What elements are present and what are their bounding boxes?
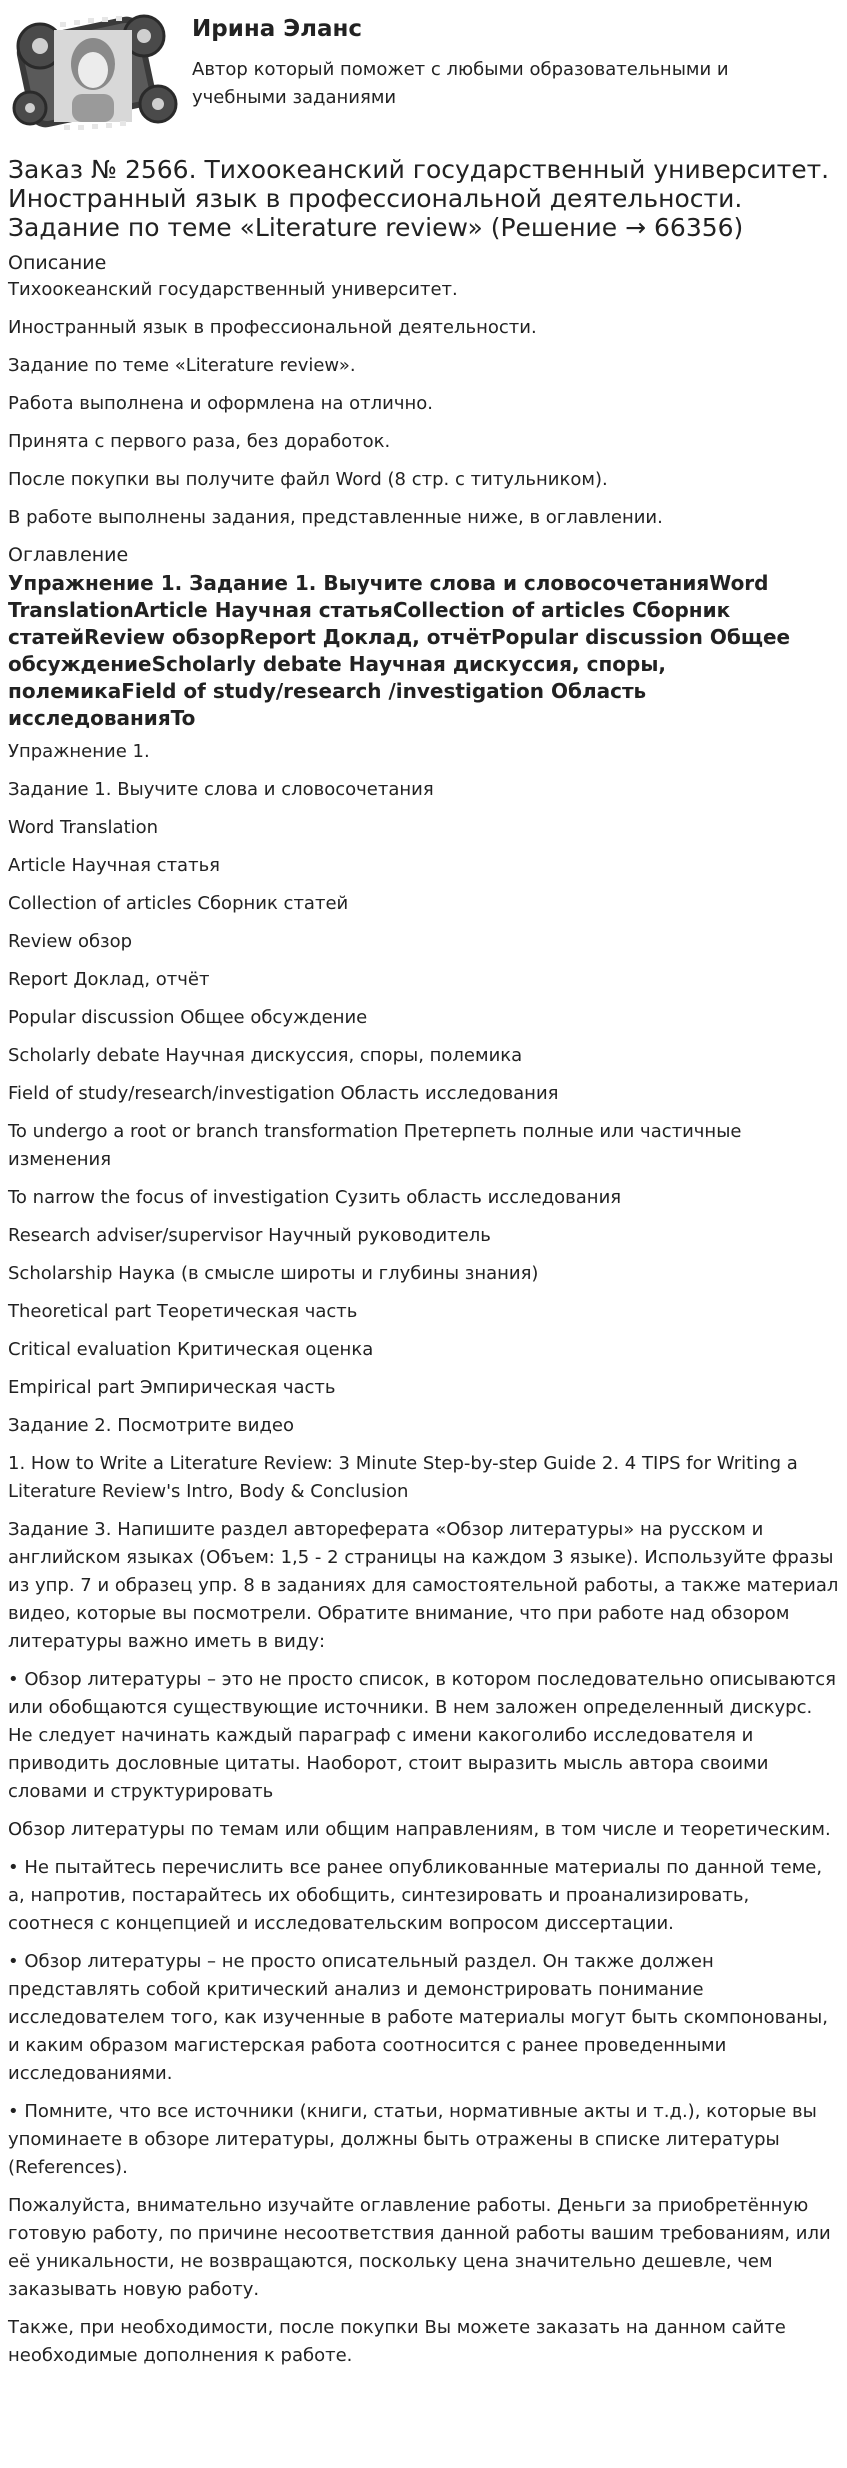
content-paragraph: Field of study/research/investigation Область исследования [8, 1083, 559, 1104]
content-paragraph: Popular discussion Общее обсуждение [8, 1007, 368, 1028]
content-paragraph: Critical evaluation Критическая оценка [8, 1339, 374, 1360]
content-paragraph: Scholarly debate Научная дискуссия, споры, полемика [8, 1045, 523, 1066]
content-paragraph: Упражнение 1. [8, 741, 150, 762]
content-paragraph: Задание 3. Напишите раздел автореферата «Обзор литературы» на русском и английском языках (Объем: 1,5 - 2 страницы на каждом 3 языке). Используйте фразы из упр. 7 и образец упр. 8 в заданиях для самостоятельной работы, а также материал видео, которые вы посмотрели. Обратите внимание, что при работе над обзором литературы важно иметь в виду: [8, 1519, 839, 1652]
content-paragraph: Задание 2. Посмотрите видео [8, 1415, 294, 1436]
content-paragraph: Word Translation [8, 817, 159, 838]
description-paragraph: Иностранный язык в профессиональной деятельности. [8, 317, 537, 338]
content-paragraph: Обзор литературы по темам или общим направлениям, в том числе и теоретическим. [8, 1819, 831, 1840]
content-paragraph: Research adviser/supervisor Научный руководитель [8, 1225, 491, 1246]
content-paragraph: Также, при необходимости, после покупки Вы можете заказать на данном сайте необходимые дополнения к работе. [8, 2317, 786, 2366]
description-paragraph: После покупки вы получите файл Word (8 стр. с титульником). [8, 469, 608, 490]
toc-text: Упражнение 1. Задание 1. Выучите слова и словосочетанияWord TranslationArticle Научная статьяCollection of articles Сборник статейReview обзорReport Доклад, отчётPopular discussion Общее обсуждениеScholarly debate Научная дискуссия, споры, полемикаField of study/research /investigation Область исследованияTo [8, 571, 791, 730]
content-paragraph: Empirical part Эмпирическая часть [8, 1377, 336, 1398]
toc-label: Оглавление [8, 544, 129, 566]
content-paragraph: Scholarship Наука (в смысле широты и глубины знания) [8, 1263, 539, 1284]
author-info [178, 8, 752, 112]
content-paragraph: • Обзор литературы – не просто описательный раздел. Он также должен представлять собой критический анализ и демонстрировать понимание исследователем того, как изученные в работе материалы могут быть скомпонованы, и каким образом магистерская работа соотносится с ранее проведенными исследованиями. [8, 1951, 828, 2084]
description-paragraph: В работе выполнены задания, представленные ниже, в оглавлении. [8, 507, 663, 528]
description-paragraph: Тихоокеанский государственный университет. [8, 279, 458, 300]
author-avatar-icon [8, 8, 178, 134]
content-paragraph: • Помните, что все источники (книги, статьи, нормативные акты и т.д.), которые вы упоминаете в обзоре литературы, должны быть отражены в списке литературы (References). [8, 2101, 817, 2178]
content-paragraph: Report Доклад, отчёт [8, 969, 210, 990]
content-paragraph: Article Научная статья [8, 855, 221, 876]
description-label: Описание [8, 252, 107, 274]
author-description: Автор который поможет с любыми образовательными и учебными заданиями [192, 59, 729, 108]
content-paragraph: To undergo a root or branch transformation Претерпеть полные или частичные изменения [8, 1121, 742, 1170]
description-paragraph: Принята с первого раза, без доработок. [8, 431, 391, 452]
description-paragraph: Работа выполнена и оформлена на отлично. [8, 393, 434, 414]
content-paragraph: • Обзор литературы – это не просто список, в котором последовательно описываются или обобщаются существующие источники. В нем заложен определенный дискурс. Не следует начинать каждый параграф с имени какоголибо исследователя и приводить дословные цитаты. Наоборот, стоит выразить мысль автора своими словами и структурировать [8, 1669, 836, 1802]
author-name[interactable]: Ирина Эланс [192, 16, 363, 42]
content-paragraph: Пожалуйста, внимательно изучайте оглавление работы. Деньги за приобретённую готовую работу, по причине несоответствия данной работы вашим требованиям, или её уникальности, не возвращаются, поскольку цена значительно дешевле, чем заказывать новую работу. [8, 2195, 831, 2300]
description-section [8, 276, 839, 532]
description-paragraph: Задание по теме «Literature review». [8, 355, 356, 376]
content-paragraph: Theoretical part Теоретическая часть [8, 1301, 358, 1322]
author-card [8, 8, 839, 140]
content-paragraph: To narrow the focus of investigation Сузить область исследования [8, 1187, 622, 1208]
content-paragraph: Задание 1. Выучите слова и словосочетания [8, 779, 434, 800]
work-content [8, 738, 839, 2370]
content-paragraph: • Не пытайтесь перечислить все ранее опубликованные материалы по данной теме, а, напротив, постарайтесь их обобщить, синтезировать и проанализировать, соотнеся с концепцией и исследовательским вопросом диссертации. [8, 1857, 823, 1934]
order-title: Заказ № 2566. Тихоокеанский государственный университет. Иностранный язык в профессиональной деятельности. Задание по теме «Literature review» (Решение → 66356) [8, 155, 830, 242]
content-paragraph: Collection of articles Сборник статей [8, 893, 349, 914]
content-paragraph: Review обзор [8, 931, 133, 952]
content-paragraph: 1. How to Write a Literature Review: 3 Minute Step-by-step Guide 2. 4 TIPS for Writing a Literature Review's Intro, Body & Conclusion [8, 1453, 798, 1502]
